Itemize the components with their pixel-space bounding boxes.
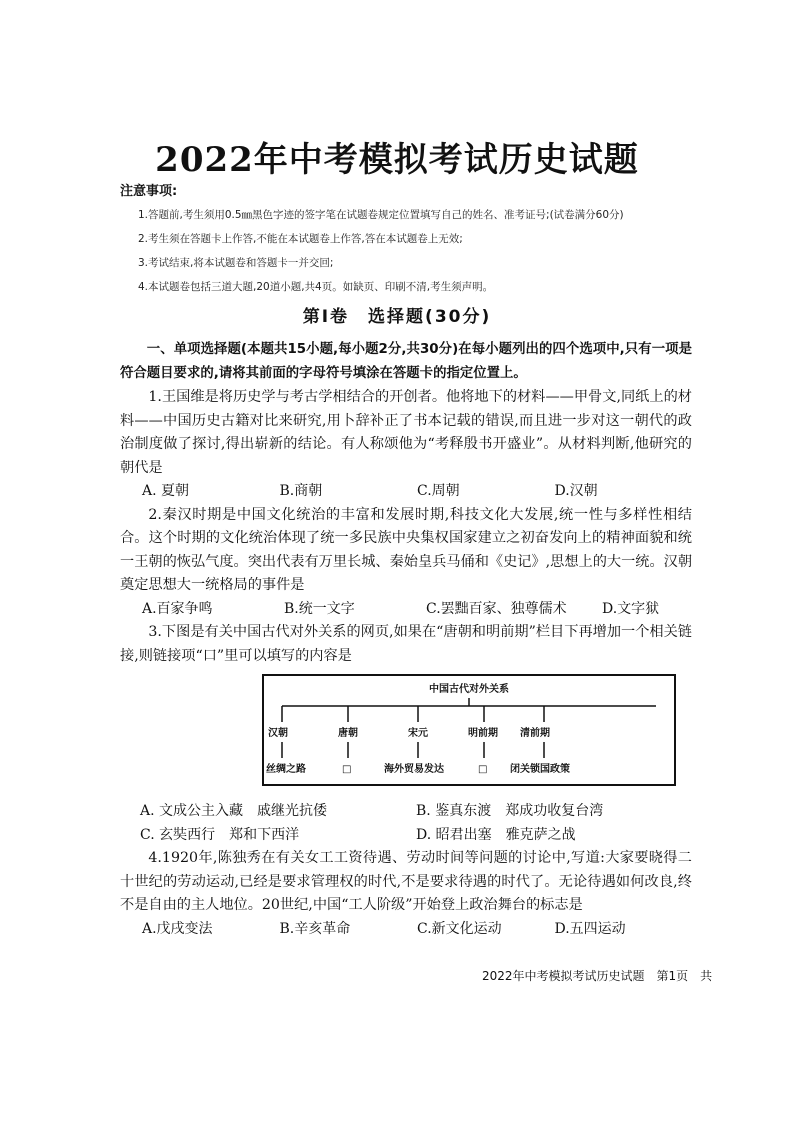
diagram-link-blank: □ — [478, 764, 488, 775]
diagram-root-label: 中国古代对外关系 — [429, 684, 509, 695]
option-a: A.百家争鸣 — [142, 600, 213, 617]
diagram-col-label: 清前期 — [520, 728, 550, 739]
question-1-options — [120, 480, 692, 504]
notice-item: 3.考试结束,将本试题卷和答题卡一并交回; — [138, 257, 334, 269]
question-3-text: 3.下图是有关中国古代对外关系的网页,如果在“唐朝和明前期”栏目下再增加一个相关链接,则链接项“口”里可以填写的内容是 — [120, 624, 692, 664]
option-b: B.辛亥革命 — [279, 920, 351, 937]
section-title: 第Ⅰ卷 选择题(30分) — [302, 307, 492, 327]
question-2-text: 2.秦汉时期是中国文化统治的丰富和发展时期,科技文化大发展,统一性与多样性相结合。这个时期的文化统治体现了统一多民族中央集权国家建立之初奋发向上的精神面貌和统一王朝的恢弘气度。突出代表有万里长城、秦始皇兵马俑和《史记》,思想上的大一统。汉朝奠定思想大一统格局的事件是 — [120, 506, 693, 593]
question-4-text: 4.1920年,陈独秀在有关女工工资待遇、劳动时间等问题的讨论中,写道:大家要晓得二十世纪的劳动运动,已经是要求管理权的时代,不是要求待遇的时代了。无论待遇如何改良,终不是自由的主人地位。20世纪,中国“工人阶级”开始登上政治舞台的标志是 — [120, 850, 692, 913]
diagram-foreign-relations — [262, 674, 676, 790]
notice-item: 1.答题前,考生须用0.5㎜黑色字迹的签字笔在试题卷规定位置填写自己的姓名、准考证号;(试卷满分60分) — [138, 209, 624, 221]
question-1-text: 1.王国维是将历史学与考古学相结合的开创者。他将地下的材料——甲骨文,同纸上的材料——中国历史古籍对比来研究,用卜辞补正了书本记载的错误,而且进一步对这一朝代的政治制度做了探讨,得出崭新的结论。有人称颂他为“考释殷书开盛业”。从材料判断,他研究的朝代是 — [120, 389, 692, 476]
question-4-options — [120, 918, 692, 942]
option-d: D.文字狱 — [602, 600, 660, 617]
option-d: D.汉朝 — [554, 483, 598, 499]
diagram-link-label: 丝绸之路 — [266, 764, 306, 775]
diagram-link-label: 海外贸易发达 — [384, 764, 444, 775]
diagram-col-label: 宋元 — [408, 728, 428, 739]
diagram-link-label: 闭关锁国政策 — [510, 764, 570, 775]
questions-body — [120, 338, 692, 668]
page-title: 2022年中考模拟考试历史试题 — [155, 140, 639, 180]
option-c: C.罢黜百家、独尊儒术 — [426, 600, 567, 617]
option-b: B.统一文字 — [284, 600, 355, 617]
question-3-options-row2 — [120, 824, 692, 848]
option-b: B. 鉴真东渡 郑成功收复台湾 — [416, 803, 604, 819]
option-d: D. 昭君出塞 雅克萨之战 — [416, 826, 576, 843]
question-2-options — [120, 598, 692, 622]
notice-item: 4.本试题卷包括三道大题,20道小题,共4页。如缺页、印刷不清,考生须声明。 — [138, 281, 494, 293]
option-a: A.戊戌变法 — [142, 920, 213, 937]
option-c: C. 玄奘西行 郑和下西洋 — [140, 826, 300, 843]
notice-item: 2.考生须在答题卡上作答,不能在本试题卷上作答,答在本试题卷上无效; — [138, 233, 463, 245]
question-3-options-row1 — [120, 800, 692, 824]
option-a: A. 文成公主入藏 戚继光抗倭 — [140, 803, 328, 819]
diagram-col-label: 明前期 — [468, 728, 498, 739]
diagram-link-blank: □ — [342, 764, 352, 775]
option-c: C.周朝 — [417, 483, 460, 499]
page-footer: 2022年中考模拟考试历史试题 第1页 共 — [482, 969, 713, 983]
notice-heading: 注意事项: — [120, 184, 178, 199]
diagram-col-label: 汉朝 — [268, 728, 288, 739]
option-b: B.商朝 — [279, 483, 323, 499]
notice-list — [138, 203, 698, 299]
questions-body-lower — [120, 800, 692, 941]
option-d: D.五四运动 — [554, 920, 626, 937]
diagram-svg — [262, 674, 676, 786]
option-a: A. 夏朝 — [142, 483, 190, 499]
option-c: C.新文化运动 — [417, 920, 502, 937]
instructions: 一、单项选择题(本题共15小题,每小题2分,共30分)在每小题列出的四个选项中,只有一项是符合题目要求的,请将其前面的字母符号填涂在答题卡的指定位置上。 — [120, 342, 692, 381]
diagram-col-label: 唐朝 — [338, 728, 358, 739]
